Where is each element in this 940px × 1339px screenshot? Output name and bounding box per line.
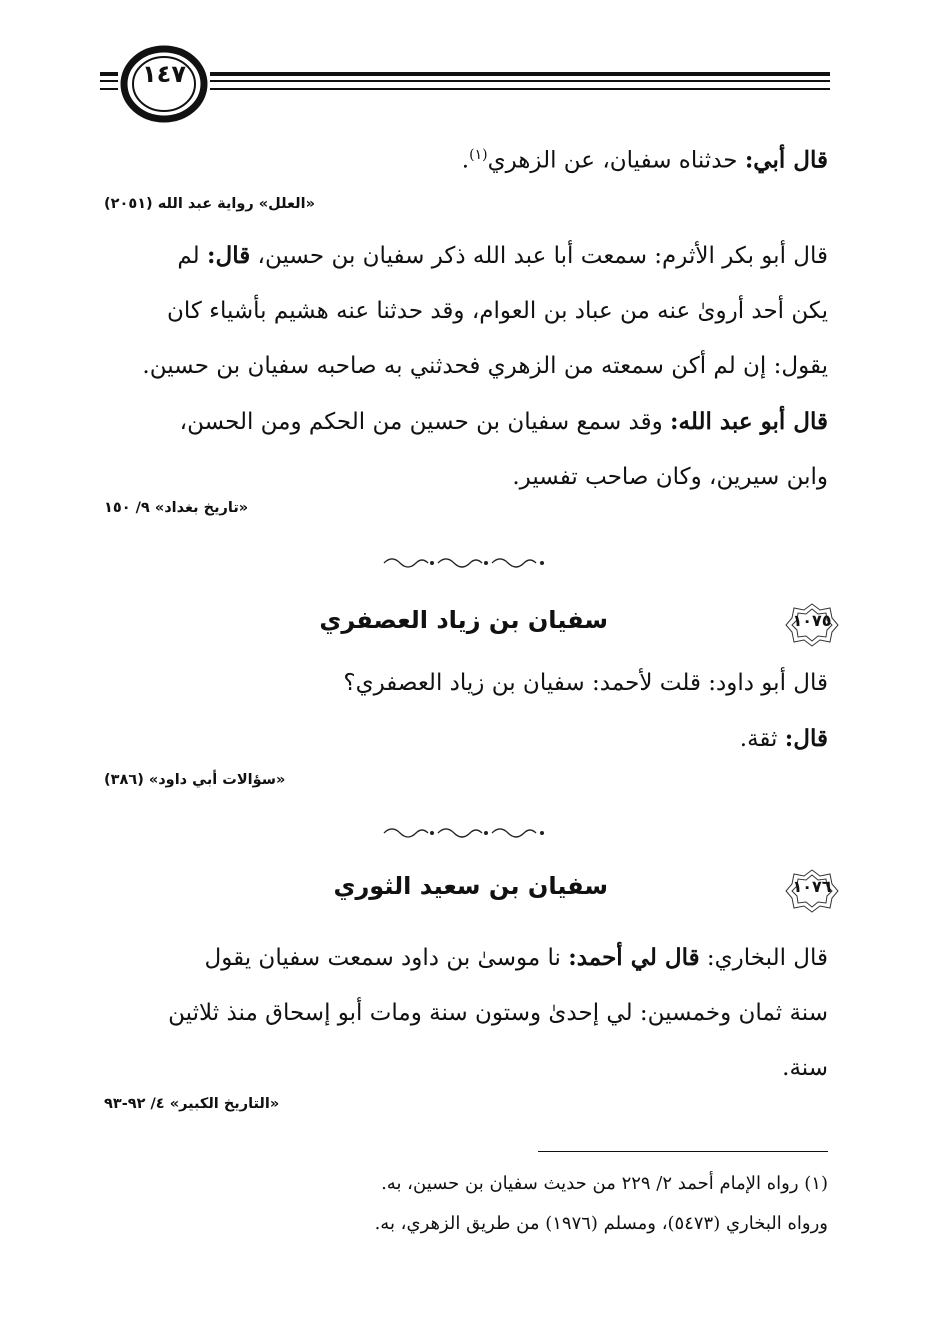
entry-line — [108, 711, 828, 767]
entry-text: قال البخاري: — [699, 945, 828, 971]
entry-number: ١٠٧٦ — [792, 877, 832, 896]
narration-text: لم — [177, 243, 207, 269]
quote-line — [108, 128, 828, 189]
footnote-ref: (١) — [469, 147, 488, 163]
footnote-line: ورواه البخاري (٥٤٧٣)، ومسلم (١٩٧٦) من طريق الزهري، به. — [374, 1213, 828, 1234]
entry-line: قال أبو داود: قلت لأحمد: سفيان بن زياد العصفري؟ — [343, 670, 828, 696]
footnote-line: (١) رواه الإمام أحمد ٢/ ٢٢٩ من حديث سفيان بن حسين، به. — [381, 1173, 828, 1194]
entry-body — [108, 930, 828, 1096]
entry-bold: قال لي أحمد: — [568, 944, 700, 971]
narration-line — [108, 394, 828, 450]
source-citation: «تاريخ بغداد» ٩/ ١٥٠ — [104, 500, 249, 516]
source-citation: «العلل» رواية عبد الله (٢٠٥١) — [104, 196, 315, 212]
narration-text: وقد سمع سفيان بن حسين من الحكم ومن الحسن، — [179, 409, 671, 435]
footnote-separator — [538, 1151, 828, 1152]
entry-text: ثقة. — [739, 726, 785, 752]
narration-bold: قال أبو عبد الله: — [670, 408, 828, 435]
entry-text: نا موسىٰ بن داود سمعت سفيان يقول — [204, 945, 569, 971]
narration-line: وابن سيرين، وكان صاحب تفسير. — [512, 464, 828, 490]
page-number: ١٤٧ — [142, 60, 186, 88]
section-divider-ornament — [380, 826, 550, 840]
entry-number: ١٠٧٥ — [792, 611, 832, 630]
narration-text: قال أبو بكر الأثرم: سمعت أبا عبد الله ذكر سفيان بن حسين، — [250, 243, 828, 269]
narration-line — [108, 228, 828, 284]
entry-title: سفيان بن سعيد الثوري — [333, 872, 608, 900]
entry-body — [108, 656, 828, 767]
entry-line: سنة. — [782, 1055, 828, 1081]
entry-title: سفيان بن زياد العصفري — [319, 606, 608, 634]
footnotes — [108, 1164, 828, 1244]
source-citation: «التاريخ الكبير» ٤/ ٩٢-٩٣ — [104, 1096, 280, 1112]
narration-bold: قال: — [207, 242, 251, 269]
narration-line: يكن أحد أروىٰ عنه من عباد بن العوام، وقد حدثنا عنه هشيم بأشياء كان — [166, 298, 828, 324]
narration-paragraph — [108, 228, 828, 505]
entry-line: سنة ثمان وخمسين: لي إحدىٰ وستون سنة ومات أبو إسحاق منذ ثلاثين — [168, 1000, 828, 1026]
entry-line — [108, 930, 828, 986]
entry-heading — [110, 602, 840, 648]
quote-speaker: قال أبي: — [744, 146, 828, 174]
quote-end: . — [461, 147, 470, 174]
quote-text: حدثناه سفيان، عن الزهري — [487, 147, 738, 174]
source-citation: «سؤالات أبي داود» (٣٨٦) — [104, 772, 286, 788]
narration-line: يقول: إن لم أكن سمعته من الزهري فحدثني به صاحبه سفيان بن حسين. — [142, 353, 828, 379]
entry-bold: قال: — [784, 725, 828, 752]
entry-heading — [110, 868, 840, 914]
section-divider-ornament — [380, 556, 550, 570]
